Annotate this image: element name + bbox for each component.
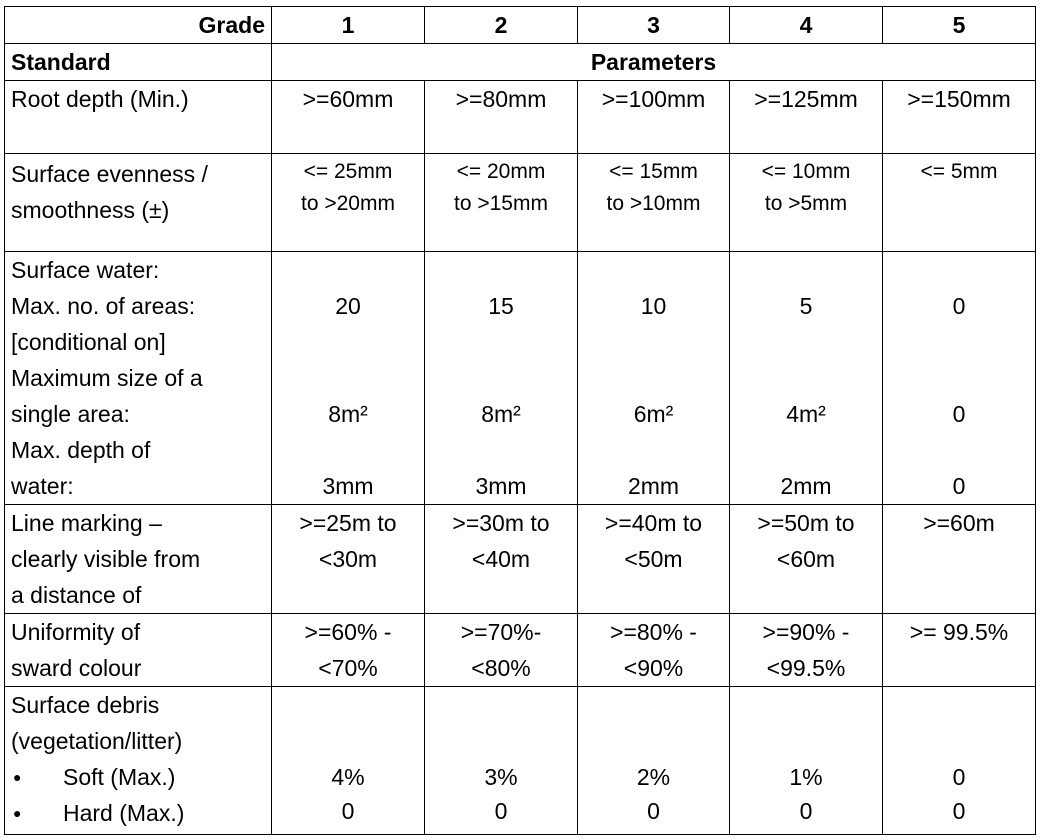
- grading-table: [4, 6, 1036, 835]
- table-cell: <= 25mm to >20mm: [272, 154, 425, 252]
- row-label: Surface evenness / smoothness (±): [5, 154, 272, 252]
- table-cell: 15 8m² 3mm: [425, 252, 578, 505]
- bullet-icon: ●: [13, 805, 22, 821]
- table-row-uniformity: [5, 614, 1036, 687]
- table-row-line-marking: [5, 505, 1036, 614]
- table-cell: 0 0 0: [883, 252, 1036, 505]
- table-cell: 20 8m² 3mm: [272, 252, 425, 505]
- row-label: Root depth (Min.): [5, 81, 272, 154]
- table-cell: >=25m to <30m: [272, 505, 425, 614]
- row-label: Surface debris (vegetation/litter) ● Soft (Max.) ● Hard (Max.): [5, 687, 272, 835]
- row-label: Uniformity of sward colour: [5, 614, 272, 687]
- table-cell: >=50m to <60m: [730, 505, 883, 614]
- table-cell: >=125mm: [730, 81, 883, 154]
- grade-label: Grade: [5, 7, 272, 44]
- table-row-root-depth: [5, 81, 1036, 154]
- table-cell: >=30m to <40m: [425, 505, 578, 614]
- table-cell: 0 0: [883, 687, 1036, 835]
- table-cell: >=60% - <70%: [272, 614, 425, 687]
- table-cell: 2% 0: [578, 687, 730, 835]
- row-label: Surface water: Max. no. of areas: [conditional on] Maximum size of a single area: Max. depth of water:: [5, 252, 272, 505]
- table-cell: >=80mm: [425, 81, 578, 154]
- bullet-soft: ● Soft (Max.): [11, 759, 265, 795]
- table-cell: >=70%- <80%: [425, 614, 578, 687]
- table-cell: >=60m: [883, 505, 1036, 614]
- table-cell: >=150mm: [883, 81, 1036, 154]
- table-cell: 5 4m² 2mm: [730, 252, 883, 505]
- grade-1: 1: [272, 7, 425, 44]
- table-cell: 1% 0: [730, 687, 883, 835]
- table-cell: <= 15mm to >10mm: [578, 154, 730, 252]
- grade-4: 4: [730, 7, 883, 44]
- table-cell: <= 20mm to >15mm: [425, 154, 578, 252]
- grade-5: 5: [883, 7, 1036, 44]
- table-cell: >= 99.5%: [883, 614, 1036, 687]
- grade-2: 2: [425, 7, 578, 44]
- table-cell: <= 5mm: [883, 154, 1036, 252]
- standard-header-row: [5, 44, 1036, 81]
- bullet-icon: ●: [13, 769, 22, 785]
- table-cell: >=40m to <50m: [578, 505, 730, 614]
- table-cell: <= 10mm to >5mm: [730, 154, 883, 252]
- table-cell: >=80% - <90%: [578, 614, 730, 687]
- table-cell: 3% 0: [425, 687, 578, 835]
- grade-header-row: [5, 7, 1036, 44]
- grade-3: 3: [578, 7, 730, 44]
- bullet-hard: ● Hard (Max.): [11, 795, 265, 831]
- table-row-surface-water: [5, 252, 1036, 505]
- row-label: Line marking – clearly visible from a distance of: [5, 505, 272, 614]
- parameters-label: Parameters: [272, 44, 1036, 81]
- table-cell: >=60mm: [272, 81, 425, 154]
- table-cell: 10 6m² 2mm: [578, 252, 730, 505]
- standard-label: Standard: [5, 44, 272, 81]
- table-row-evenness: [5, 154, 1036, 252]
- table-row-debris: [5, 687, 1036, 835]
- table-cell: 4% 0: [272, 687, 425, 835]
- table-cell: >=100mm: [578, 81, 730, 154]
- table-cell: >=90% - <99.5%: [730, 614, 883, 687]
